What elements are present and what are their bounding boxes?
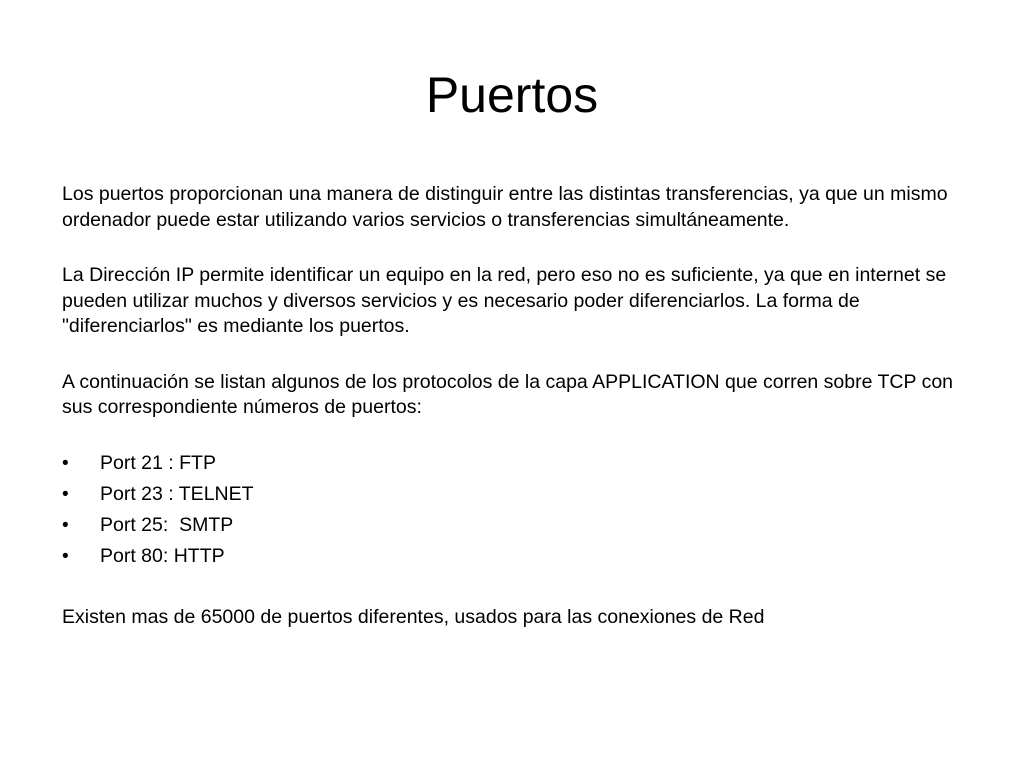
port-entry-http: Port 80: HTTP [100, 544, 225, 567]
bullet-icon: • [62, 452, 69, 474]
port-entry-ftp: Port 21 : FTP [100, 451, 216, 474]
bullet-icon: • [62, 514, 69, 536]
paragraph-ports-intro: Los puertos proporcionan una manera de distinguir entre las distintas transferencias, ya que un mismo ordenador puede estar utilizando varios servicios o transferencias simultáneamente. [62, 183, 948, 231]
port-entry-telnet: Port 23 : TELNET [100, 482, 254, 505]
bullet-icon: • [62, 545, 69, 567]
list-item [62, 544, 962, 575]
slide-title: Puertos [425, 67, 599, 123]
bullet-icon: • [62, 483, 69, 505]
paragraph-protocol-list-intro: A continuación se listan algunos de los protocolos de la capa APPLICATION que corren sobre TCP con sus correspondiente números de puertos: [62, 370, 954, 418]
list-item [62, 482, 962, 513]
list-item [62, 513, 962, 544]
list-item [62, 451, 962, 482]
port-entry-smtp: Port 25: SMTP [100, 513, 234, 536]
paragraph-ip-address: La Dirección IP permite identificar un equipo en la red, pero eso no es suficiente, ya que en internet se pueden utilizar muchos y diversos servicios y es necesario poder diferenciarlos. La forma de "diferenciarlos" es mediante los puertos. [62, 264, 947, 337]
paragraph-closing: Existen mas de 65000 de puertos diferentes, usados para las conexiones de Red [62, 605, 765, 628]
port-list [62, 451, 962, 575]
slide-body [62, 182, 962, 660]
